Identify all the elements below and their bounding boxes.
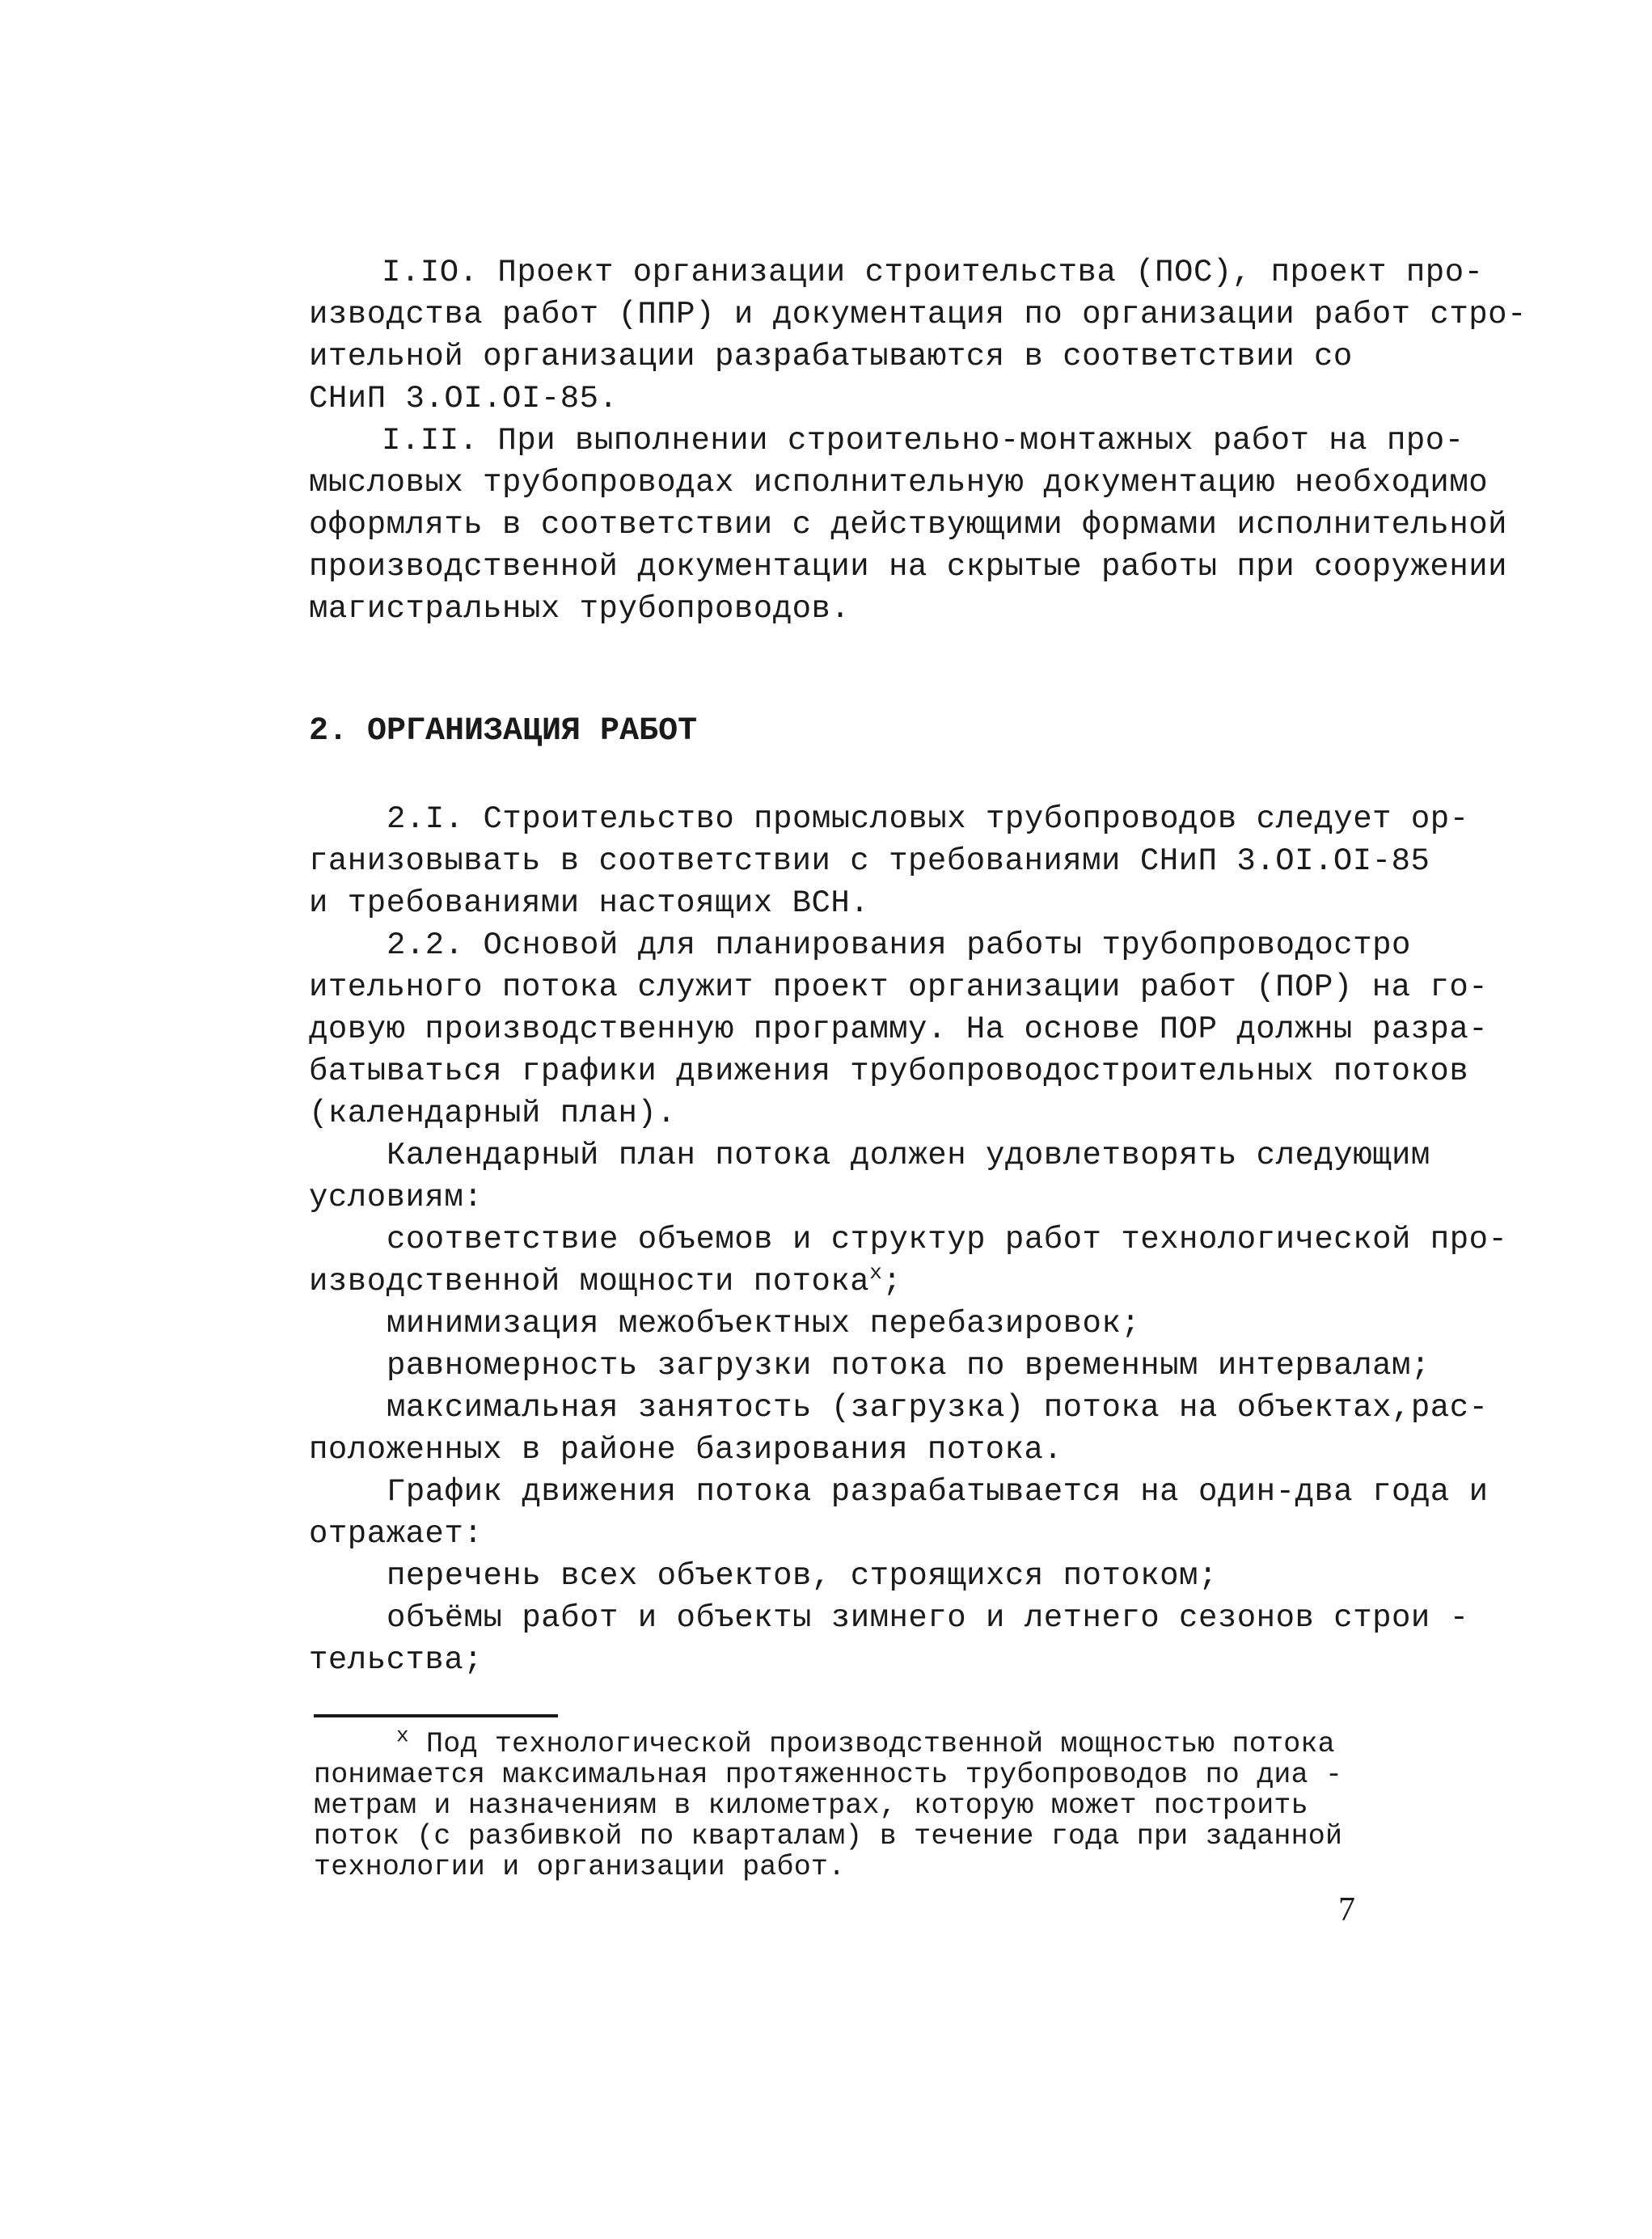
paragraph-2-2-line-2: ительного потока служит проект организации работ (ПОР) на го-: [309, 970, 1489, 1005]
paragraph-1-11-line-5: магистральных трубопроводов.: [309, 591, 851, 627]
calendar-intro-line-1: Календарный план потока должен удовлетворять следующим: [387, 1138, 1430, 1173]
schedule-item-2-line-1: объёмы работ и объекты зимнего и летнего сезонов строи -: [387, 1600, 1469, 1636]
paragraph-1-11-line-2: мысловых трубопроводах исполнительную документацию необходимо: [309, 465, 1489, 501]
paragraph-2-1-line-2: ганизовывать в соответствии с требованиями СНиП 3.OI.OI-85: [309, 843, 1430, 879]
paragraph-1-10-line-3: ительной организации разрабатываются в соответствии со: [309, 339, 1353, 374]
condition-4-line-2: положенных в районе базирования потока.: [309, 1432, 1063, 1468]
footnote-line-5: технологии и организации работ.: [314, 1851, 846, 1883]
paragraph-2-2-line-5: (календарный план).: [309, 1096, 677, 1131]
paragraph-2-2-line-4: батываться графики движения трубопроводостроительных потоков: [309, 1054, 1469, 1089]
condition-1-text: изводственной мощности потока: [309, 1264, 870, 1299]
paragraph-1-11-line-3: оформлять в соответствии с действующими формами исполнительной: [309, 507, 1508, 543]
footnote-line-4: поток (с разбивкой по кварталам) в течение года при заданной: [314, 1820, 1343, 1852]
condition-1-line-1: соответствие объемов и структур работ технологической про-: [387, 1222, 1508, 1257]
footnote-line-3: метрам и назначениям в километрах, которую может построить: [314, 1789, 1308, 1822]
calendar-intro-line-2: условиям:: [309, 1180, 484, 1215]
condition-3: равномерность загрузки потока по временным интервалам;: [387, 1348, 1430, 1384]
paragraph-2-1-line-3: и требованиями настоящих ВСН.: [309, 885, 870, 921]
condition-4-line-1: максимальная занятость (загрузка) потока на объектах,рас-: [387, 1390, 1489, 1426]
paragraph-1-10-line-2: изводства работ (ППР) и документация по организации работ стро-: [309, 297, 1527, 332]
footnote-line-1: [396, 1723, 1335, 1760]
schedule-item-2-line-2: тельства;: [309, 1642, 484, 1678]
schedule-intro-line-2: отражает:: [309, 1516, 484, 1552]
paragraph-1-11-line-1: I.II. При выполнении строительно-монтажных работ на про-: [382, 423, 1464, 458]
paragraph-1-10-line-4: СНиП 3.OI.OI-85.: [309, 381, 619, 416]
footnote-separator: [314, 1714, 558, 1717]
footnote-line-2: понимается максимальная протяженность трубопроводов по диа -: [314, 1759, 1343, 1791]
paragraph-1-10-line-1: I.IO. Проект организации строительства (ПОС), проект про-: [382, 255, 1484, 290]
page-number: 7: [1338, 1891, 1355, 1928]
footnote-mark: x: [396, 1723, 409, 1748]
condition-2: минимизация межобъектных перебазировок;: [387, 1306, 1141, 1341]
paragraph-2-2-line-3: довую производственную программу. На основе ПОР должны разра-: [309, 1012, 1489, 1047]
paragraph-2-2-line-1: 2.2. Основой для планирования работы трубопроводостро: [387, 927, 1411, 963]
condition-1-line-2: изводственной мощности потока$^x$;: [309, 1261, 902, 1299]
section-2-heading: 2. ОРГАНИЗАЦИЯ РАБОТ: [309, 713, 698, 750]
footnote-text-1: Под технологической производственной мощностью потока: [426, 1728, 1335, 1760]
paragraph-1-11-line-4: производственной документации на скрытые работы при сооружении: [309, 549, 1508, 585]
schedule-item-1: перечень всех объектов, строящихся потоком;: [387, 1558, 1218, 1594]
paragraph-2-1-line-1: 2.I. Строительство промысловых трубопроводов следует ор-: [387, 801, 1469, 837]
schedule-intro-line-1: График движения потока разрабатывается на один-два года и: [387, 1474, 1489, 1510]
footnote-reference-mark: x: [869, 1261, 883, 1285]
